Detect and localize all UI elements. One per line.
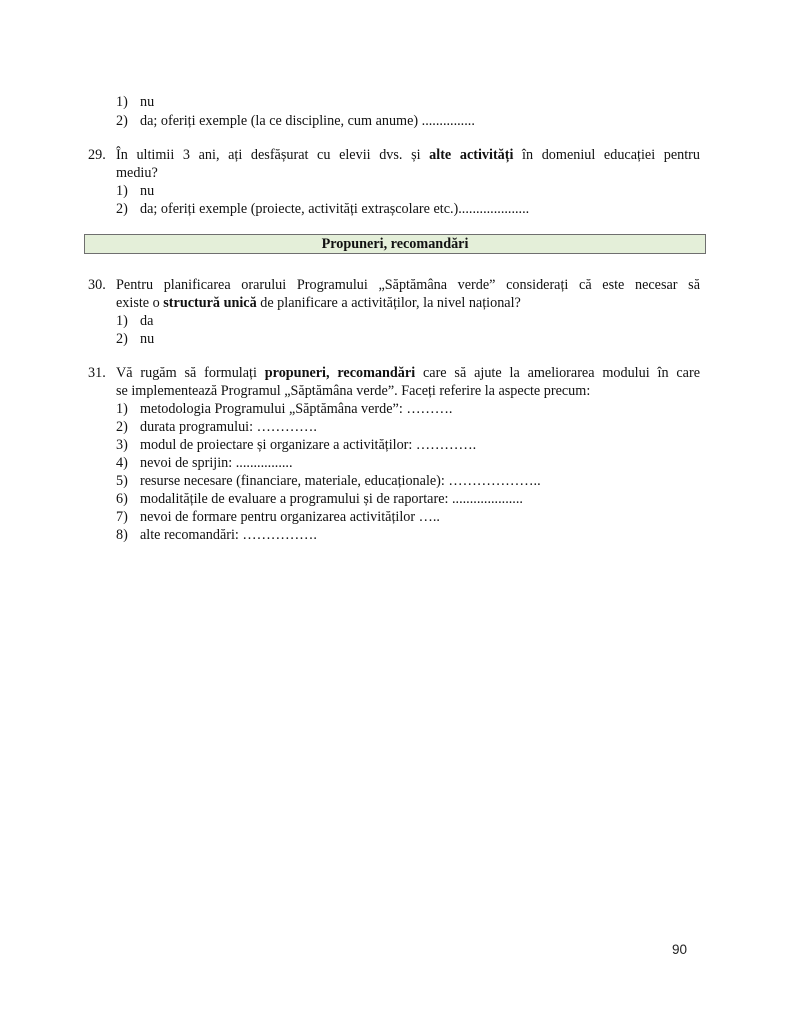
q30-option-2: 2) nu	[116, 331, 155, 347]
q29-number: 29.	[88, 147, 106, 163]
q30-number: 30.	[88, 277, 106, 293]
q31-option-7: 7) nevoi de formare pentru organizarea activităților …..	[116, 509, 440, 525]
q31-option-8: 8) alte recomandări: …………….	[116, 527, 317, 543]
page-number: 90	[672, 942, 688, 957]
q28-option-2: 2) da; oferiți exemple (la ce discipline, cum anume) ...............	[116, 113, 475, 129]
q30-option-1: 1) da	[116, 313, 154, 329]
q30-line-1: Pentru planificarea orarului Programului „Săptămâna verde” considerați că este necesar să	[116, 277, 700, 293]
q31-line-2: se implementează Programul „Săptămâna verde”. Faceți referire la aspecte precum:	[116, 383, 591, 399]
q31-number: 31.	[88, 365, 106, 381]
q29-option-2: 2) da; oferiți exemple (proiecte, activități extrașcolare etc.)....................	[116, 201, 530, 217]
q29-option-1: 1) nu	[116, 183, 155, 199]
q31-option-1: 1) metodologia Programului „Săptămâna verde”: ……….	[116, 401, 453, 417]
q30-line-2: existe o structură unică de planificare a activităților, la nivel național?	[116, 295, 521, 311]
q28-option-1: 1) nu	[116, 94, 155, 110]
q31-option-6: 6) modalitățile de evaluare a programului și de raportare: ....................	[116, 491, 523, 507]
q29-line-1: În ultimii 3 ani, ați desfășurat cu elevii dvs. și alte activități în domeniul educației pentru	[116, 147, 700, 163]
section-header: Propuneri, recomandări	[84, 234, 706, 254]
q31-option-3: 3) modul de proiectare și organizare a activităților: ………….	[116, 437, 477, 453]
q29-line-2: mediu?	[116, 165, 158, 181]
q31-option-5: 5) resurse necesare (financiare, materiale, educaționale): ………………..	[116, 473, 541, 489]
q31-line-1: Vă rugăm să formulați propuneri, recomandări care să ajute la ameliorarea modului în care	[116, 365, 700, 381]
q31-option-2: 2) durata programului: ………….	[116, 419, 317, 435]
q31-option-4: 4) nevoi de sprijin: ................	[116, 455, 293, 471]
